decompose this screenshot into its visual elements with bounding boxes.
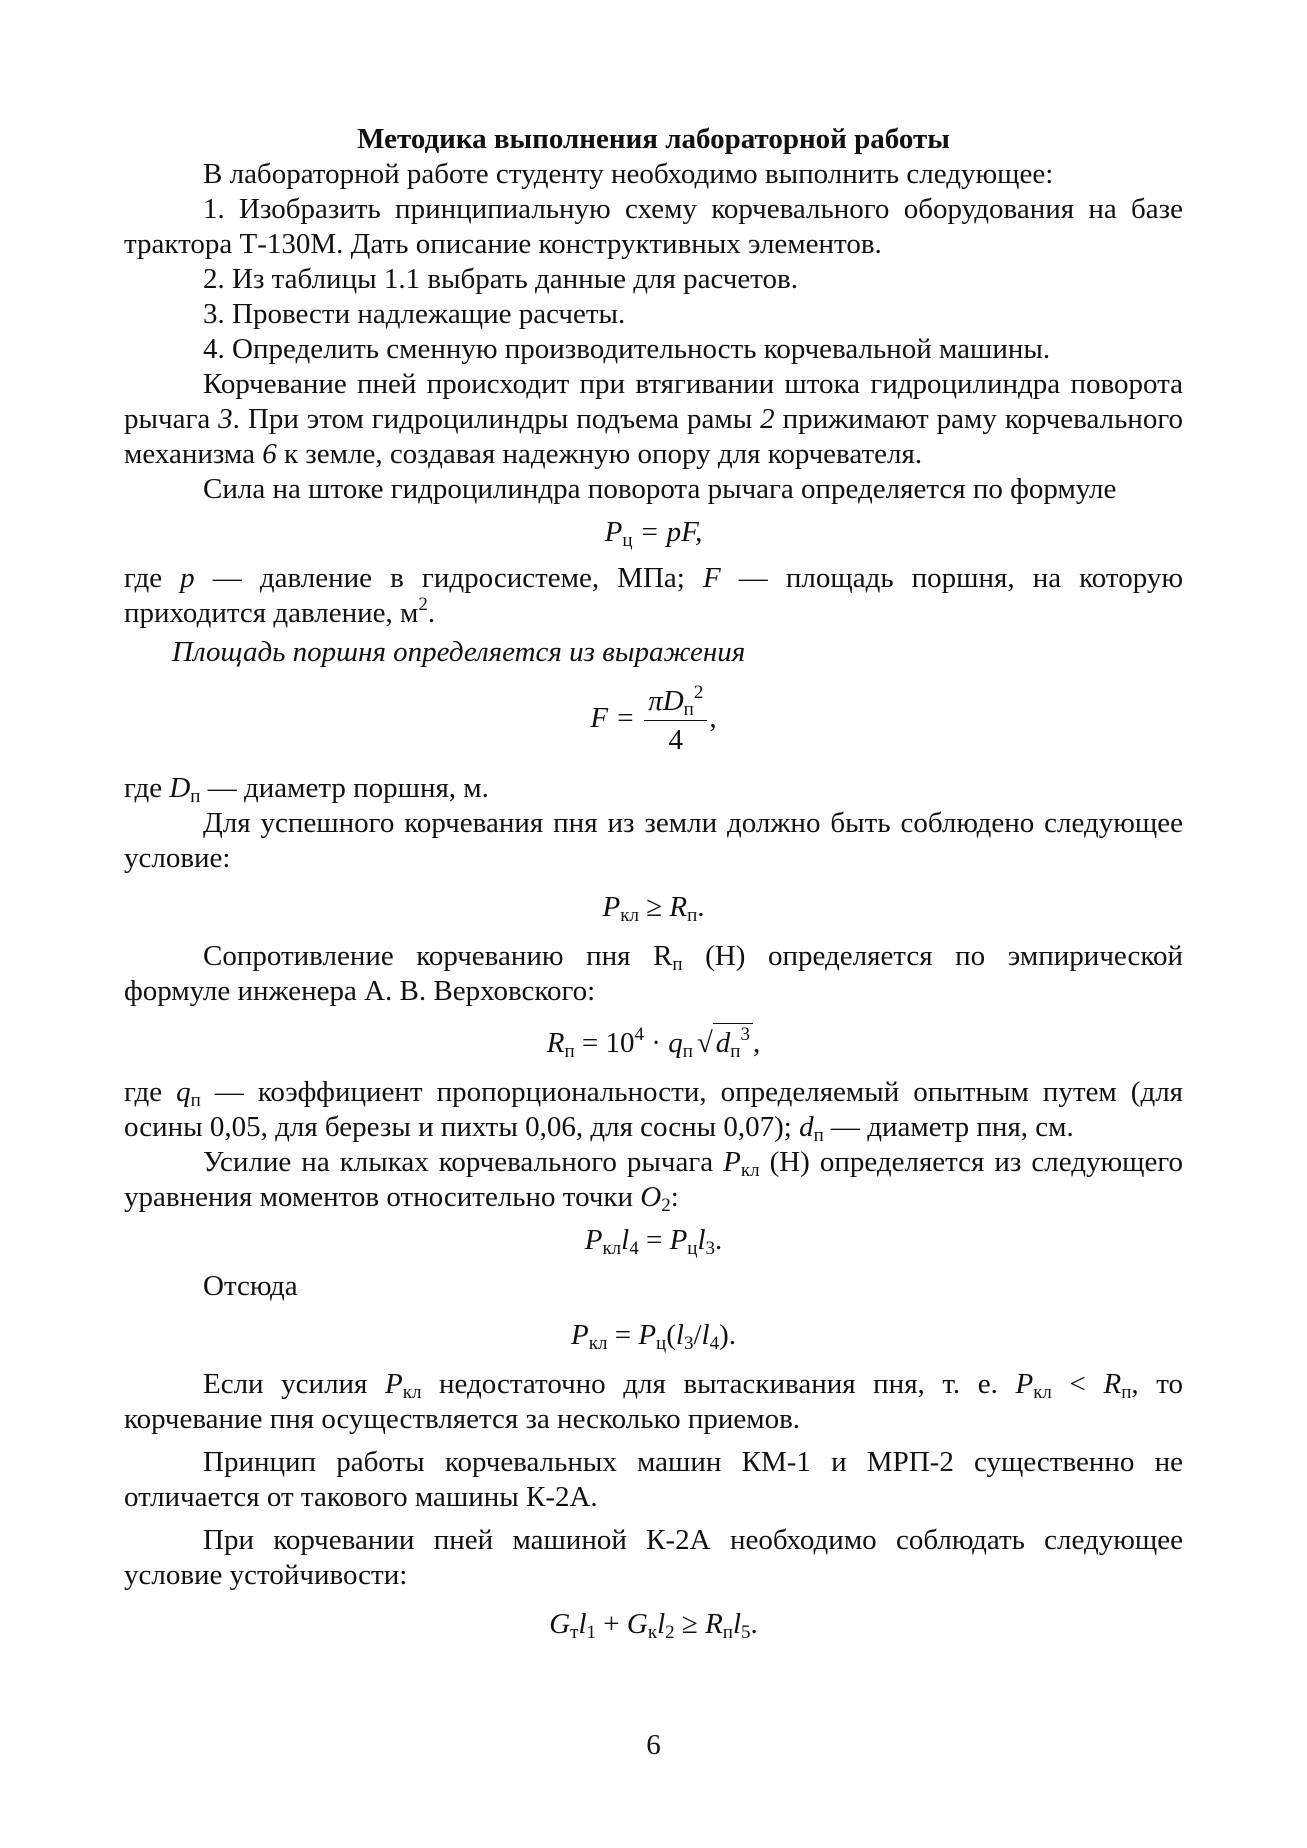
force-paragraph: Сила на штоке гидроцилиндра поворота рычага определяется по формуле — [203, 473, 1117, 505]
formula-piston-area: F = $\frac{\pi D_п^2}{4}$ , — [590, 682, 717, 756]
intro-paragraph: В лабораторной работе студенту необходимо выполнить следующее: — [203, 158, 1054, 190]
formula-condition: $P_{кл} \ge R_п$. — [602, 891, 705, 926]
where-diameter-paragraph: где $D_п$ — диаметр поршня, м. — [124, 772, 489, 807]
document-page — [124, 122, 1183, 1656]
square-root: √ $d_п^3$ — [693, 1023, 753, 1061]
area-paragraph: Площадь поршня определяется из выражения — [172, 636, 746, 668]
claws-force-paragraph: Усилие на клыках корчевального рычага $P_{кл}$ (Н) определяется из следующего уравнения моментов относительно точки $O_2$: — [124, 1146, 1183, 1216]
formula-resistance: $R_п = 10^4 \cdot q_п$ √ $d_п^3$ , — [546, 1024, 761, 1062]
step-3: 3. Провести надлежащие расчеты. — [203, 298, 626, 330]
step-2: 2. Из таблицы 1.1 выбрать данные для расчетов. — [203, 263, 798, 295]
hence-line: Отсюда — [203, 1270, 298, 1302]
step-4: 4. Определить сменную производительность корчевальной машины. — [203, 333, 1051, 365]
insufficient-force-paragraph: Если усилия $P_{кл}$ недостаточно для вытаскивания пня, т. е. $P_{кл} < R_п$, то корчевание пня осуществляется за несколько приемов. — [124, 1368, 1183, 1435]
where-pressure-paragraph: где p — давление в гидросистеме, МПа; F — площадь поршня, на которую приходится давление, $м^2$. — [124, 562, 1183, 629]
where-coefficient-paragraph: где $q_п$ — коэффициент пропорциональности, определяемый опытным путем (для осины 0,05, для березы и пихты 0,06, для сосны 0,07); $d_п$ — диаметр пня, см. — [124, 1076, 1184, 1146]
fraction: $\frac{\pi D_п^2}{4}$ — [644, 684, 707, 757]
condition-paragraph: Для успешного корчевания пня из земли должно быть соблюдено следующее условие: — [124, 807, 1183, 874]
stability-paragraph: При корчевании пней машиной К-2А необходимо соблюдать следующее условие устойчивости: — [124, 1524, 1183, 1591]
formula-claws-force: $P_{кл} = P_ц(l_3/l_4)$. — [571, 1319, 736, 1354]
formula-moments: $P_{кл}l_4 = P_цl_3$. — [584, 1224, 723, 1259]
uprooting-paragraph: Корчевание пней происходит при втягивании штока гидроцилиндра поворота рычага 3. При этом гидроцилиндры подъема рамы 2 прижимают раму корчевального механизма 6 к земле, создавая надежную опору для корчевателя. — [124, 368, 1183, 470]
principle-paragraph: Принцип работы корчевальных машин КМ-1 и МРП-2 существенно не отличается от такового машины К-2А. — [124, 1446, 1183, 1513]
formula-piston-force: $P_ц$ = pF, — [604, 516, 703, 551]
page-number: 6 — [646, 1729, 661, 1761]
formula-stability: $G_тl_1 + G_кl_2 \ge R_пl_5$. — [549, 1608, 758, 1643]
section-title: Методика выполнения лабораторной работы — [357, 123, 950, 155]
resistance-paragraph: Сопротивление корчеванию пня $R_п$ (Н) определяется по эмпирической формуле инженера А. В. Верховского: — [124, 940, 1184, 1007]
step-1: 1. Изобразить принципиальную схему корчевального оборудования на базе трактора Т-130М. Дать описание конструктивных элементов. — [124, 193, 1183, 260]
